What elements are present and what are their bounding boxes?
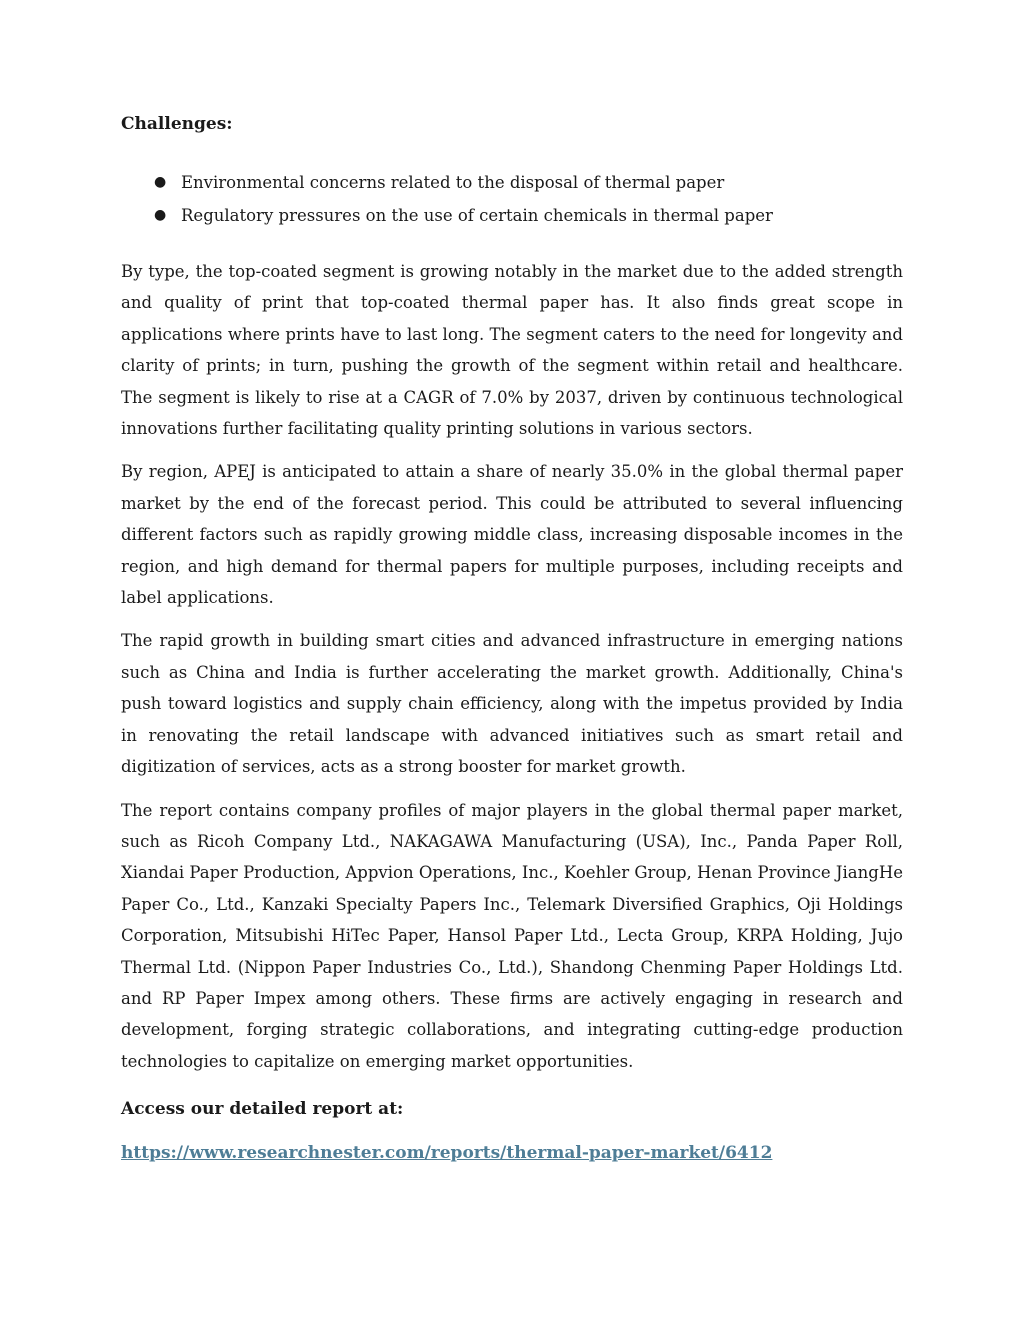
list-item-text: Environmental concerns related to the disposal of thermal paper [181,173,725,192]
paragraph-region: By region, APEJ is anticipated to attain a share of nearly 35.0% in the global thermal paper market by the end of the forecast period. This could be attributed to several influencing different factors such as rapidly growing middle class, increasing disposable incomes in the region, and high demand for thermal papers for multiple purposes, including receipts and label applications. [121,462,903,608]
document-page [121,112,903,1165]
paragraph-segment-type: By type, the top-coated segment is growing notably in the market due to the added strength and quality of print that top-coated thermal paper has. It also finds great scope in applications where prints have to last long. The segment caters to the need for longevity and clarity of prints; in turn, pushing the growth of the segment within retail and healthcare. The segment is likely to rise at a CAGR of 7.0% by 2037, driven by continuous technological innovations further facilitating quality printing solutions in various sectors. [121,262,903,439]
list-item [121,166,903,199]
list-item-text: Regulatory pressures on the use of certain chemicals in thermal paper [181,206,773,225]
paragraph-company-profiles: The report contains company profiles of major players in the global thermal paper market, such as Ricoh Company Ltd., NAKAGAWA Manufacturing (USA), Inc., Panda Paper Roll, Xiandai Paper Production, Appvion Operations, Inc., Koehler Group, Henan Province JiangHe Paper Co., Ltd., Kanzaki Specialty Papers Inc., Telemark Diversified Graphics, Oji Holdings Corporation, Mitsubishi HiTec Paper, Hansol Paper Ltd., Lecta Group, KRPA Holding, Jujo Thermal Ltd. (Nippon Paper Industries Co., Ltd.), Shandong Chenming Paper Holdings Ltd. and RP Paper Impex among others. These firms are actively engaging in research and development, forging strategic collaborations, and integrating cutting-edge production technologies to capitalize on emerging market opportunities. [121,800,903,1071]
challenges-list [121,166,903,232]
bullet-icon: ● [154,207,167,223]
paragraph-growth-drivers: The rapid growth in building smart cities and advanced infrastructure in emerging nations such as China and India is further accelerating the market growth. Additionally, China's push toward logistics and supply chain efficiency, along with the impetus provided by India in renovating the retail landscape with advanced initiatives such as smart retail and digitization of services, acts as a strong booster for market growth. [121,631,903,777]
list-item [121,199,903,232]
challenges-heading: Challenges: [121,114,233,134]
bullet-icon: ● [154,174,167,190]
report-link[interactable]: https://www.researchnester.com/reports/thermal-paper-market/6412 [121,1143,773,1164]
access-heading: Access our detailed report at: [121,1099,404,1120]
